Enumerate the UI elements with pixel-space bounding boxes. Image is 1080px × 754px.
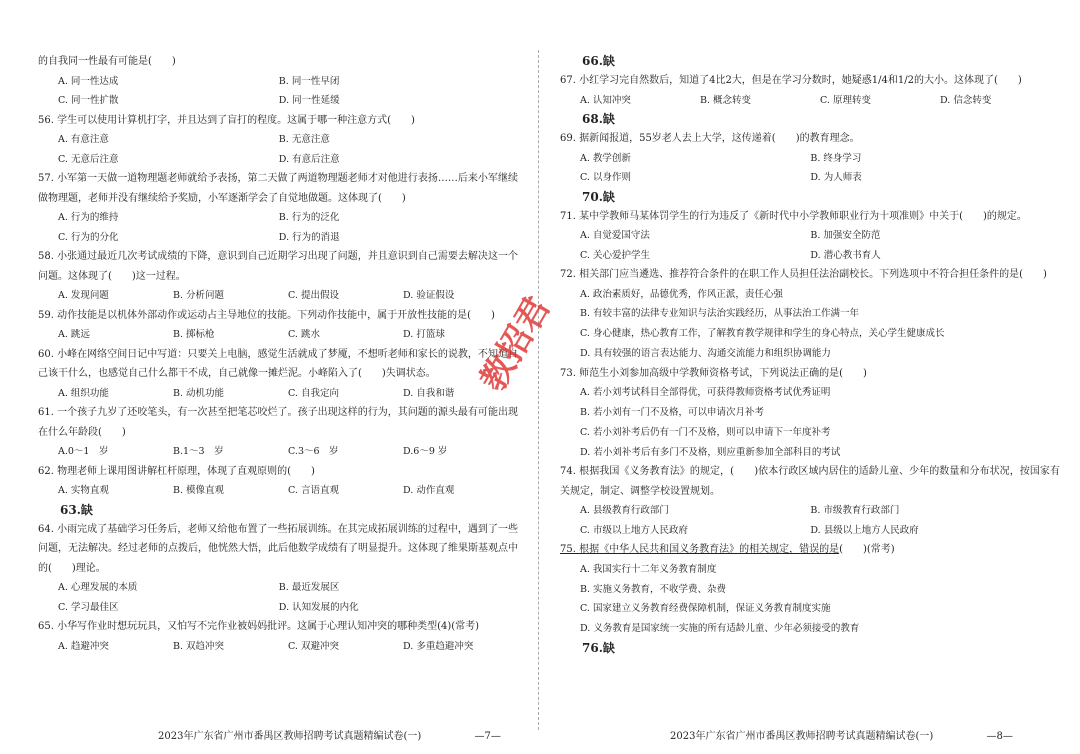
option: C. 自我定向 (288, 387, 339, 399)
option: A. 若小刘考试科目全部得优，可获得教师资格考试优秀证明 (580, 387, 831, 399)
option: B. 行为的泛化 (278, 212, 340, 223)
option: B. 动机功能 (173, 387, 225, 399)
options-row (38, 442, 518, 462)
missing-question: 63.缺 (60, 502, 93, 517)
option: D. 义务教育是国家统一实施的所有适龄儿童、少年必须接受的教育 (580, 623, 860, 635)
option: A. 有意注意 (58, 134, 109, 145)
question-text: 67. 小红学习完自然数后，知道了4比2大，但是在学习分数时，她疑惑1/4和1/2的大小。这体现了( ) (560, 75, 1022, 86)
option: D. 信念转变 (940, 94, 992, 106)
footer-title: 2023年广东省广州市番禺区教师招聘考试真题精编试卷(一) (158, 731, 422, 742)
option: A. 自觉爱国守法 (580, 230, 650, 241)
options-row (38, 130, 518, 150)
right-footer (670, 727, 1013, 742)
option: B. 概念转变 (700, 94, 752, 106)
option: A. 心理发展的本质 (58, 582, 138, 593)
option: C. 双避冲突 (288, 640, 339, 652)
option: A. 实物直观 (58, 485, 109, 496)
options-row (38, 384, 518, 404)
options-row (38, 208, 518, 228)
options-row (38, 72, 518, 92)
option: B. 无意注意 (278, 134, 330, 145)
option: B. 加强安全防范 (810, 230, 881, 241)
option: B. 掷标枪 (173, 329, 215, 340)
option: C. 行为的分化 (58, 231, 119, 243)
option: B.1～3 岁 (173, 446, 224, 457)
options-row (38, 578, 518, 598)
option: B. 最近发展区 (278, 582, 340, 593)
options-row (38, 325, 518, 345)
option: A.0～1 岁 (58, 446, 109, 457)
page-number: —8— (986, 731, 1013, 742)
option: A. 县级教育行政部门 (580, 505, 669, 517)
option: B. 同一性早闭 (278, 75, 340, 87)
option: C. 市级以上地方人民政府 (580, 524, 688, 536)
page-number: —7— (474, 731, 501, 742)
option: B. 双趋冲突 (173, 640, 225, 652)
option: C. 若小刘补考后仍有一门不及格，则可以申请下一年度补考 (580, 426, 831, 438)
option: C. 言语直观 (288, 485, 339, 496)
option: A. 政治素质好，品德优秀，作风正派，责任心强 (580, 288, 783, 300)
missing-question: 76.缺 (582, 641, 615, 656)
option: D. 行为的消退 (278, 231, 340, 243)
option: C. 原理转变 (820, 94, 871, 106)
options-row (38, 150, 518, 170)
option: B. 终身学习 (810, 152, 862, 164)
question-text: 73. 师范生小刘参加高级中学教师资格考试，下列说法正确的是( ) (560, 367, 867, 379)
options-row (38, 481, 518, 501)
question-text: 62. 物理老师上课用图讲解杠杆原理，体现了直观原则的( ) (38, 465, 315, 477)
option: A. 趋避冲突 (58, 640, 109, 652)
right-page (540, 0, 1080, 754)
option: C. 关心爱护学生 (580, 249, 650, 261)
option: D. 自我和谐 (403, 387, 455, 399)
option: D. 为人师表 (810, 172, 862, 183)
option: C. 跳水 (288, 329, 320, 340)
option: A. 组织功能 (58, 387, 109, 399)
option: D. 具有较强的语言表达能力、沟通交流能力和组织协调能力 (580, 347, 831, 359)
option: A. 我国实行十二年义务教育制度 (580, 563, 717, 575)
option: D. 有意后注意 (278, 153, 340, 165)
watermark-stamp: 教招君 (472, 289, 559, 399)
option: B. 若小刘有一门不及格，可以申请次月补考 (580, 406, 765, 418)
options-row (560, 521, 1060, 541)
question-text: 72. 相关部门应当遴选、推荐符合条件的在职工作人员担任法治副校长。下列选项中不符合担任条件的是( ) (560, 269, 1047, 280)
option: C. 国家建立义务教育经费保障机制，保证义务教育制度实施 (580, 603, 831, 615)
options-row (38, 91, 518, 111)
question-text: 65. 小华写作业时想玩玩具，又怕写不完作业被妈妈批评。这属于心理认知冲突的哪种类型(4)(常考) (38, 621, 480, 632)
missing-question: 70.缺 (582, 189, 615, 204)
option: C. 无意后注意 (58, 153, 119, 165)
left-footer (158, 727, 501, 742)
option: B. 模像直观 (173, 485, 225, 496)
option: A. 同一性达成 (58, 75, 119, 87)
question-text: 的自我同一性最有可能是( ) (38, 56, 176, 67)
missing-question: 68.缺 (582, 112, 615, 126)
left-content (38, 52, 518, 656)
question-text: 74. 根据我国《义务教育法》的规定，( )依本行政区域内居住的适龄儿童、少年的数量和分布状况，按国家有关规定，制定、调整学校设置规划。 (560, 466, 1060, 497)
option: D.6～9 岁 (403, 446, 448, 457)
question-text: 59. 动作技能是以机体外部动作或运动占主导地位的技能。下列动作技能中，属于开放性技能的是( ) (38, 309, 495, 321)
options-row (38, 228, 518, 248)
option: C. 同一性扩散 (58, 95, 119, 106)
question-text: 60. 小峰在网络空间日记中写道：只要关上电脑，感觉生活就成了梦魇，不想听老师和家长的说教，不知道自己该干什么，也感觉自己什么都干不成，自己就像一摊烂泥。小峰陷入了( )失调状态。 (38, 348, 518, 379)
option: C. 学习最佳区 (58, 601, 119, 613)
question-text: 57. 小军第一天做一道物理题老师就给予表扬，第二天做了两道物理题老师才对他进行表扬……后来小军继续做物理题，老师并没有继续给予奖励，小军逐渐学会了自觉地做题。这体现了( ) (38, 173, 518, 204)
option: A. 行为的维持 (58, 212, 119, 223)
option: C. 提出假设 (288, 290, 339, 301)
option: D. 多重趋避冲突 (403, 640, 474, 652)
option: C. 以身作则 (580, 172, 631, 183)
options-row (38, 637, 518, 657)
question-tail: ( )(常考) (839, 544, 895, 556)
page-divider (538, 50, 539, 730)
option: A. 认知冲突 (580, 94, 631, 106)
option: D. 县级以上地方人民政府 (810, 524, 919, 536)
option: B. 有较丰富的法律专业知识与法治实践经历，从事法治工作满一年 (580, 308, 860, 320)
options-row (560, 149, 1060, 169)
options-row (560, 226, 1060, 246)
option: B. 实施义务教育，不收学费、杂费 (580, 583, 727, 595)
options-row (38, 598, 518, 618)
option: D. 打篮球 (403, 329, 445, 340)
options-row (560, 168, 1060, 188)
question-text: 69. 据新闻报道，55岁老人去上大学，这传递着( )的教育理念。 (560, 133, 860, 144)
question-text: 64. 小雨完成了基础学习任务后，老师又给他布置了一些拓展训练。在其完成拓展训练的过程中，遇到了一些问题，无法解决。经过老师的点拨后，他恍然大悟，此后他数学成绩有了明显提升。这体现了维果斯基观点中的( )理论。 (38, 523, 518, 574)
option: B. 分析问题 (173, 290, 225, 301)
options-row (560, 91, 1060, 111)
option: A. 教学创新 (580, 152, 631, 164)
missing-question: 66.缺 (582, 54, 615, 68)
question-text (560, 540, 1060, 560)
option: D. 若小刘补考后有多门不及格，则应重新参加全部科目的考试 (580, 446, 841, 458)
option: A. 发现问题 (58, 290, 109, 301)
option: D. 潜心教书育人 (810, 249, 881, 261)
footer-title: 2023年广东省广州市番禺区教师招聘考试真题精编试卷(一) (670, 731, 934, 742)
question-underlined: 75. 根据《中华人民共和国义务教育法》的相关规定，错误的是 (560, 544, 840, 556)
question-text: 71. 某中学教师马某体罚学生的行为违反了《新时代中小学教师职业行为十项准则》中关于( )的规定。 (560, 210, 1027, 222)
right-content (560, 52, 1060, 658)
option: C.3～6 岁 (288, 446, 339, 457)
question-text: 58. 小张通过最近几次考试成绩的下降，意识到自己近期学习出现了问题，并且意识到自己需要去解决这一个问题。这体现了( )这一过程。 (38, 251, 518, 282)
options-row (38, 286, 518, 306)
option: C. 身心健康，热心教育工作，了解教育教学规律和学生的身心特点，关心学生健康成长 (580, 328, 945, 340)
option: D. 认知发展的内化 (278, 601, 359, 613)
options-row (560, 246, 1060, 266)
question-text: 56. 学生可以使用计算机打字，并且达到了盲打的程度。这属于哪一种注意方式( ) (38, 114, 415, 126)
option: D. 同一性延缓 (278, 95, 340, 106)
option: D. 动作直观 (403, 485, 455, 496)
option: B. 市级教育行政部门 (810, 505, 900, 517)
option: D. 验证假设 (403, 290, 455, 301)
question-text: 61. 一个孩子九岁了还咬笔头，有一次甚至把笔芯咬烂了。孩子出现这样的行为，其问题的源头最有可能出现在什么年龄段( ) (38, 407, 518, 438)
options-row (560, 501, 1060, 521)
option: A. 跳远 (58, 329, 90, 340)
